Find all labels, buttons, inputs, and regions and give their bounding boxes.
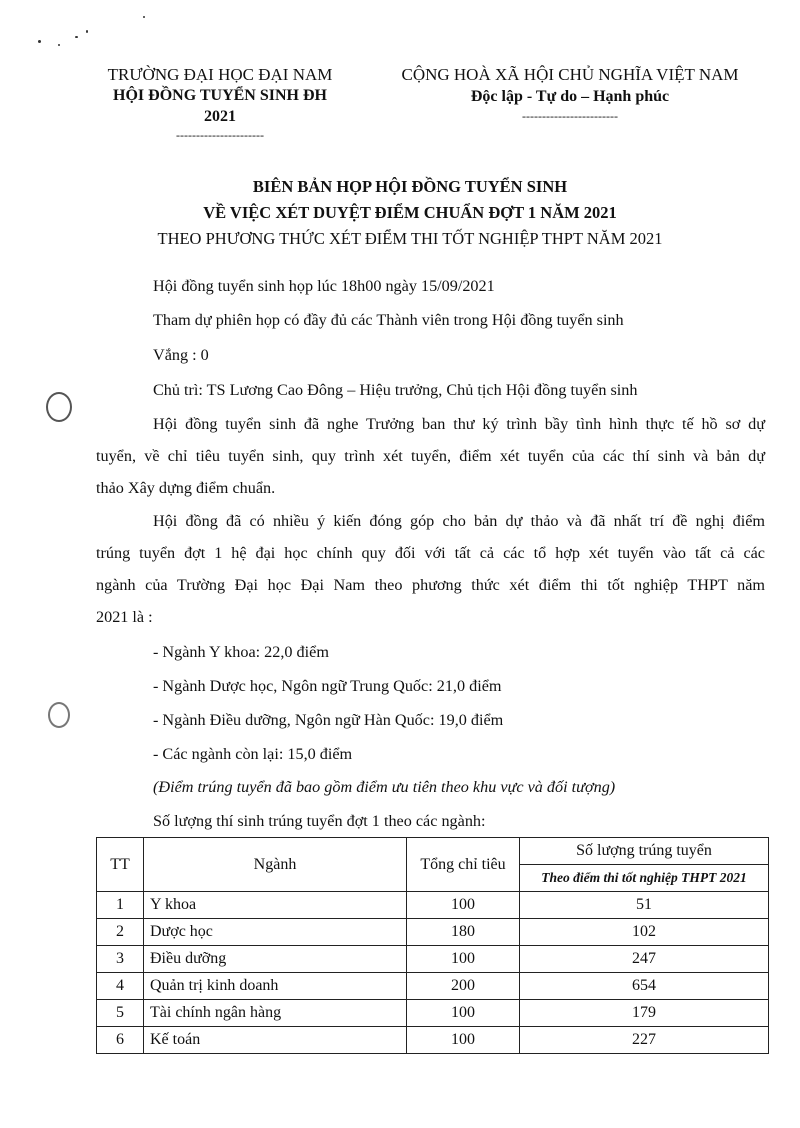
university-name: TRƯỜNG ĐẠI HỌC ĐẠI NAM (107, 65, 333, 84)
scan-speck (143, 16, 145, 18)
scan-speck (38, 40, 41, 43)
header-admitted: Số lượng trúng tuyển (520, 838, 769, 865)
header-admitted-sub: Theo điểm thi tốt nghiệp THPT 2021 (520, 865, 769, 892)
decision-paragraph-line: 2021 là : (96, 608, 153, 626)
decision-paragraph-line: trúng tuyển đợt 1 hệ đại học chính quy đối với tất cả các tổ hợp xét tuyển vào tất cả các (96, 544, 765, 562)
table-row (97, 1027, 769, 1054)
row-quota: 100 (407, 946, 520, 973)
table-row (97, 892, 769, 919)
country-name: CỘNG HOÀ XÃ HỘI CHỦ NGHĨA VIỆT NAM (401, 65, 739, 84)
admission-results-table (96, 837, 769, 1054)
left-separator: ---------------------- (176, 128, 264, 142)
attendance: Tham dự phiên họp có đầy đủ các Thành viên trong Hội đồng tuyển sinh (153, 311, 624, 329)
absent-count: Vắng : 0 (153, 346, 209, 364)
row-admitted: 227 (520, 1027, 769, 1054)
council-name: HỘI ĐỒNG TUYỂN SINH ĐH (113, 87, 327, 104)
decision-paragraph-line: Hội đồng đã có nhiều ý kiến đóng góp cho bản dự thảo và đã nhất trí đề nghị điểm (153, 512, 765, 530)
row-major: Tài chính ngân hàng (144, 1000, 407, 1027)
row-admitted: 102 (520, 919, 769, 946)
row-major: Quản trị kinh doanh (144, 973, 407, 1000)
document-subtitle: VỀ VIỆC XÉT DUYỆT ĐIỂM CHUẨN ĐỢT 1 NĂM 2021 (203, 203, 617, 222)
meeting-time: Hội đồng tuyển sinh họp lúc 18h00 ngày 15/09/2021 (153, 277, 495, 295)
chairperson: Chủ trì: TS Lương Cao Đông – Hiệu trưởng, Chủ tịch Hội đồng tuyển sinh (153, 381, 638, 399)
scan-speck (75, 36, 78, 38)
score-item: - Ngành Y khoa: 22,0 điểm (153, 643, 329, 661)
row-tt: 3 (97, 946, 144, 973)
row-quota: 100 (407, 1000, 520, 1027)
table-intro: Số lượng thí sinh trúng tuyển đợt 1 theo các ngành: (153, 812, 486, 830)
scan-speck (58, 44, 60, 46)
issuer-block (95, 64, 345, 146)
table-row (97, 946, 769, 973)
row-major: Điều dưỡng (144, 946, 407, 973)
table-header-row (97, 838, 769, 865)
score-note: (Điểm trúng tuyển đã bao gồm điểm ưu tiên theo khu vực và đối tượng) (153, 778, 616, 796)
row-quota: 180 (407, 919, 520, 946)
row-tt: 2 (97, 919, 144, 946)
national-motto: Độc lập - Tự do – Hạnh phúc (470, 88, 670, 105)
score-item: - Các ngành còn lại: 15,0 điểm (153, 745, 353, 763)
table-row (97, 973, 769, 1000)
header-quota: Tổng chỉ tiêu (407, 838, 520, 892)
row-major: Dược học (144, 919, 407, 946)
row-admitted: 179 (520, 1000, 769, 1027)
header-tt: TT (97, 838, 144, 892)
report-paragraph-line: thảo Xây dựng điểm chuẩn. (96, 479, 276, 497)
score-item: - Ngành Điều dưỡng, Ngôn ngữ Hàn Quốc: 19,0 điểm (153, 711, 504, 729)
row-major: Kế toán (144, 1027, 407, 1054)
row-tt: 4 (97, 973, 144, 1000)
header-major: Ngành (144, 838, 407, 892)
row-admitted: 51 (520, 892, 769, 919)
punch-hole-icon (46, 392, 72, 422)
row-quota: 100 (407, 892, 520, 919)
report-paragraph-line: tuyển, về chỉ tiêu tuyển sinh, quy trình xét tuyển, điểm xét tuyển của các thí sinh và bản dự (96, 447, 765, 465)
report-paragraph-line: Hội đồng tuyển sinh đã nghe Trưởng ban thư ký trình bầy tình hình thực tế hồ sơ dự (153, 415, 765, 433)
scan-speck (86, 30, 88, 33)
table-row (97, 919, 769, 946)
national-header (375, 64, 765, 127)
council-year: 2021 (204, 108, 236, 125)
punch-hole-icon (48, 702, 70, 728)
row-quota: 200 (407, 973, 520, 1000)
row-tt: 6 (97, 1027, 144, 1054)
decision-paragraph-line: ngành của Trường Đại học Đại Nam theo phương thức xét điểm thi tốt nghiệp THPT năm (96, 576, 765, 594)
row-major: Y khoa (144, 892, 407, 919)
row-quota: 100 (407, 1027, 520, 1054)
row-tt: 1 (97, 892, 144, 919)
table-row (97, 1000, 769, 1027)
document-title: BIÊN BẢN HỌP HỘI ĐỒNG TUYỂN SINH (252, 177, 568, 196)
row-admitted: 247 (520, 946, 769, 973)
score-item: - Ngành Dược học, Ngôn ngữ Trung Quốc: 21,0 điểm (153, 677, 502, 695)
right-separator: ------------------------ (522, 109, 618, 123)
row-admitted: 654 (520, 973, 769, 1000)
document-method: THEO PHƯƠNG THỨC XÉT ĐIỂM THI TỐT NGHIỆP THPT NĂM 2021 (157, 229, 663, 248)
row-tt: 5 (97, 1000, 144, 1027)
